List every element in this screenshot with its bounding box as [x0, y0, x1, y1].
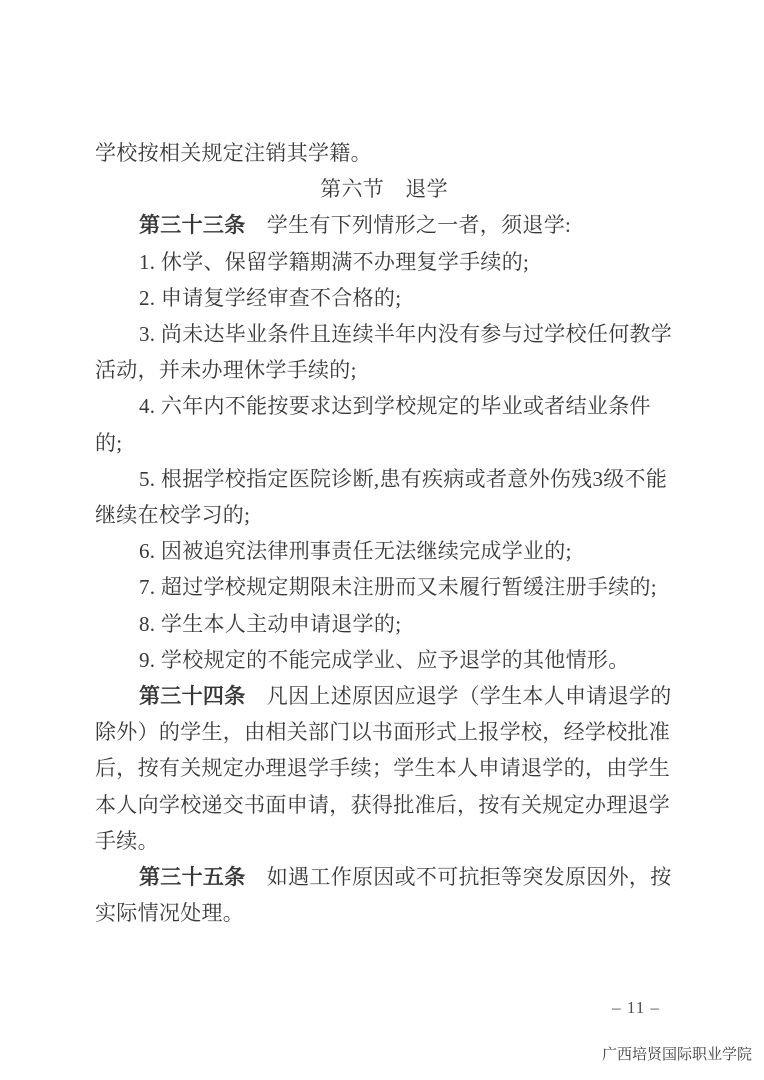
article-33-text: 学生有下列情形之一者，须退学: [245, 213, 572, 238]
article-33-number: 第三十三条 [139, 213, 246, 238]
article-34-line-3: 后，按有关规定办理退学手续；学生本人申请退学的，由学生 [95, 756, 671, 781]
article-34-text: 凡因上述原因应退学（学生本人申请退学的 [245, 684, 672, 709]
list-item-4: 4. 六年内不能按要求达到学校规定的毕业或者结业条件的; [95, 394, 651, 455]
article-33-line [95, 207, 673, 243]
list-item-8: 8. 学生本人主动申请退学的; [139, 611, 402, 636]
document-body [95, 135, 673, 931]
list-item-3-line-2: 活动，并未办理休学手续的; [95, 358, 357, 383]
list-item-5-line-1: 5. 根据学校指定医院诊断,患有疾病或者意外伤残3级不能 [139, 466, 668, 491]
article-35-line-1 [95, 859, 673, 895]
section-heading: 第六节 退学 [320, 177, 448, 202]
school-watermark: 广西培贤国际职业学院 [601, 1046, 752, 1063]
list-item-6: 6. 因被追究法律刑事责任无法继续完成学业的; [139, 539, 572, 564]
article-35-text: 如遇工作原因或不可抗拒等突发原因外，按 [245, 865, 672, 890]
carryover-paragraph-line: 学校按相关规定注销其学籍。 [95, 141, 372, 165]
article-34-number: 第三十四条 [139, 684, 246, 709]
list-item-7: 7. 超过学校规定期限未注册而又未履行暂缓注册手续的; [139, 575, 657, 600]
list-item-1: 1. 休学、保留学籍期满不办理复学手续的; [139, 249, 530, 274]
list-item-5-line-2: 继续在校学习的; [95, 503, 251, 528]
article-34-line-5: 手续。 [95, 828, 159, 853]
article-34-line-2: 除外）的学生，由相关部门以书面形式上报学校，经学校批准 [95, 720, 671, 745]
article-35-number: 第三十五条 [139, 865, 246, 890]
article-34-line-4: 本人向学校递交书面申请，获得批准后，按有关规定办理退学 [95, 792, 671, 817]
list-item-9: 9. 学校规定的不能完成学业、应予退学的其他情形。 [139, 647, 630, 672]
article-34-line-1 [95, 678, 673, 714]
article-35-line-2: 实际情况处理。 [95, 901, 245, 926]
list-item-2: 2. 申请复学经审查不合格的; [139, 285, 402, 310]
list-item-3-line-1: 3. 尚未达毕业条件且连续半年内没有参与过学校任何教学 [139, 322, 673, 347]
page-number: – 11 – [612, 998, 660, 1017]
